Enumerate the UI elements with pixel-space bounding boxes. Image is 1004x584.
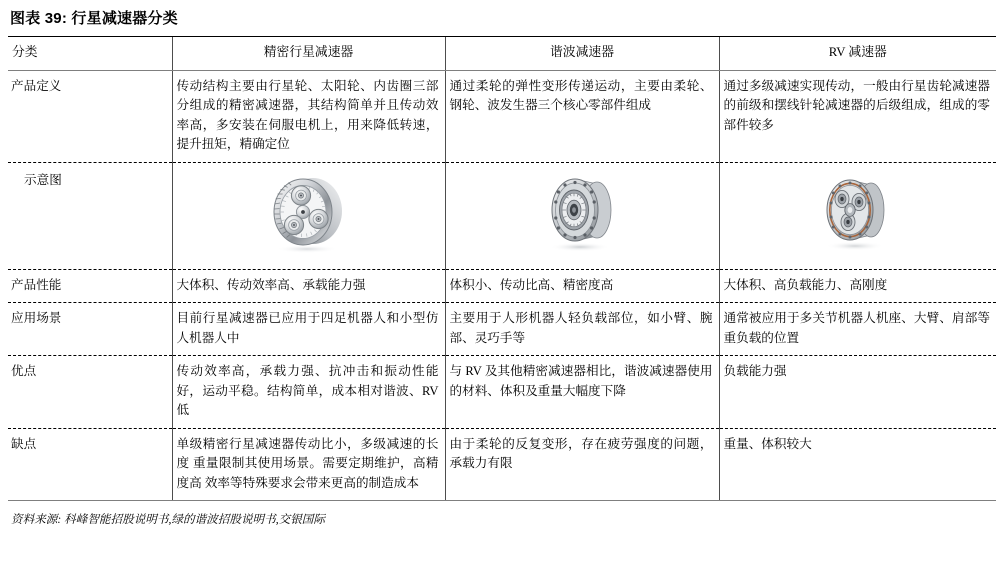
planetary-gear-photo	[177, 171, 439, 257]
cell-applications-planetary: 目前行星减速器已应用于四足机器人和小型仿人机器人中	[172, 303, 445, 356]
row-label-performance: 产品性能	[8, 269, 172, 303]
cell-performance-planetary: 大体积、传动效率高、承载能力强	[172, 269, 445, 303]
column-header-harmonic: 谐波减速器	[445, 37, 719, 71]
comparison-table	[8, 36, 996, 501]
cell-diagram-rv	[719, 162, 996, 269]
cell-applications-harmonic: 主要用于人形机器人轻负载部位，如小臂、腕部、灵巧手等	[445, 303, 719, 356]
column-header-planetary: 精密行星减速器	[172, 37, 445, 71]
table-row	[8, 269, 996, 303]
harmonic-drive-photo	[450, 171, 713, 257]
cell-definition-harmonic: 通过柔轮的弹性变形传递运动，主要由柔轮、钢轮、波发生器三个核心零部件组成	[445, 70, 719, 162]
table-row	[8, 356, 996, 429]
cell-definition-planetary: 传动结构主要由行星轮、太阳轮、内齿圈三部分组成的精密减速器，其结构简单并且传动效率高，多安装在伺服电机上，用来降低转速，提升扭矩，精确定位	[172, 70, 445, 162]
row-label-applications: 应用场景	[8, 303, 172, 356]
cell-disadvantages-planetary: 单级精密行星减速器传动比小，多级减速的长度 重量限制其使用场景。需要定期维护，高精度高 效率等特殊要求会带来更高的制造成本	[172, 428, 445, 501]
row-label-product-definition: 产品定义	[8, 70, 172, 162]
row-label-disadvantages: 缺点	[8, 428, 172, 501]
header-row	[8, 37, 996, 71]
table-row	[8, 428, 996, 501]
column-header-rv: RV 减速器	[719, 37, 996, 71]
cell-performance-rv: 大体积、高负载能力、高刚度	[719, 269, 996, 303]
table-row-diagram	[8, 162, 996, 269]
source-note: 资料来源: 科峰智能招股说明书,绿的谐波招股说明书,交银国际	[11, 513, 325, 526]
cell-advantages-harmonic: 与 RV 及其他精密减速器相比，谐波减速器使用的材料、体积及重量大幅度下降	[445, 356, 719, 429]
table-row	[8, 303, 996, 356]
row-label-advantages: 优点	[8, 356, 172, 429]
cell-disadvantages-rv: 重量、体积较大	[719, 428, 996, 501]
table-body	[8, 70, 996, 501]
rv-reducer-photo	[724, 171, 991, 257]
cell-diagram-planetary	[172, 162, 445, 269]
cell-performance-harmonic: 体积小、传动比高、精密度高	[445, 269, 719, 303]
cell-advantages-planetary: 传动效率高，承载力强、抗冲击和振动性能好，运动平稳。结构简单，成本相对谐波、RV 低	[172, 356, 445, 429]
table-row	[8, 70, 996, 162]
figure-title: 图表 39: 行星减速器分类	[10, 10, 178, 27]
cell-definition-rv: 通过多级减速实现传动，一般由行星齿轮减速器的前级和摆线针轮减速器的后级组成，组成的零部件较多	[719, 70, 996, 162]
row-label-diagram: 示意图	[8, 162, 172, 269]
cell-diagram-harmonic	[445, 162, 719, 269]
cell-applications-rv: 通常被应用于多关节机器人机座、大臂、肩部等重负载的位置	[719, 303, 996, 356]
table-header	[8, 37, 996, 71]
cell-advantages-rv: 负载能力强	[719, 356, 996, 429]
column-header-category: 分类	[8, 37, 172, 71]
cell-disadvantages-harmonic: 由于柔轮的反复变形，存在疲劳强度的问题， 承载力有限	[445, 428, 719, 501]
